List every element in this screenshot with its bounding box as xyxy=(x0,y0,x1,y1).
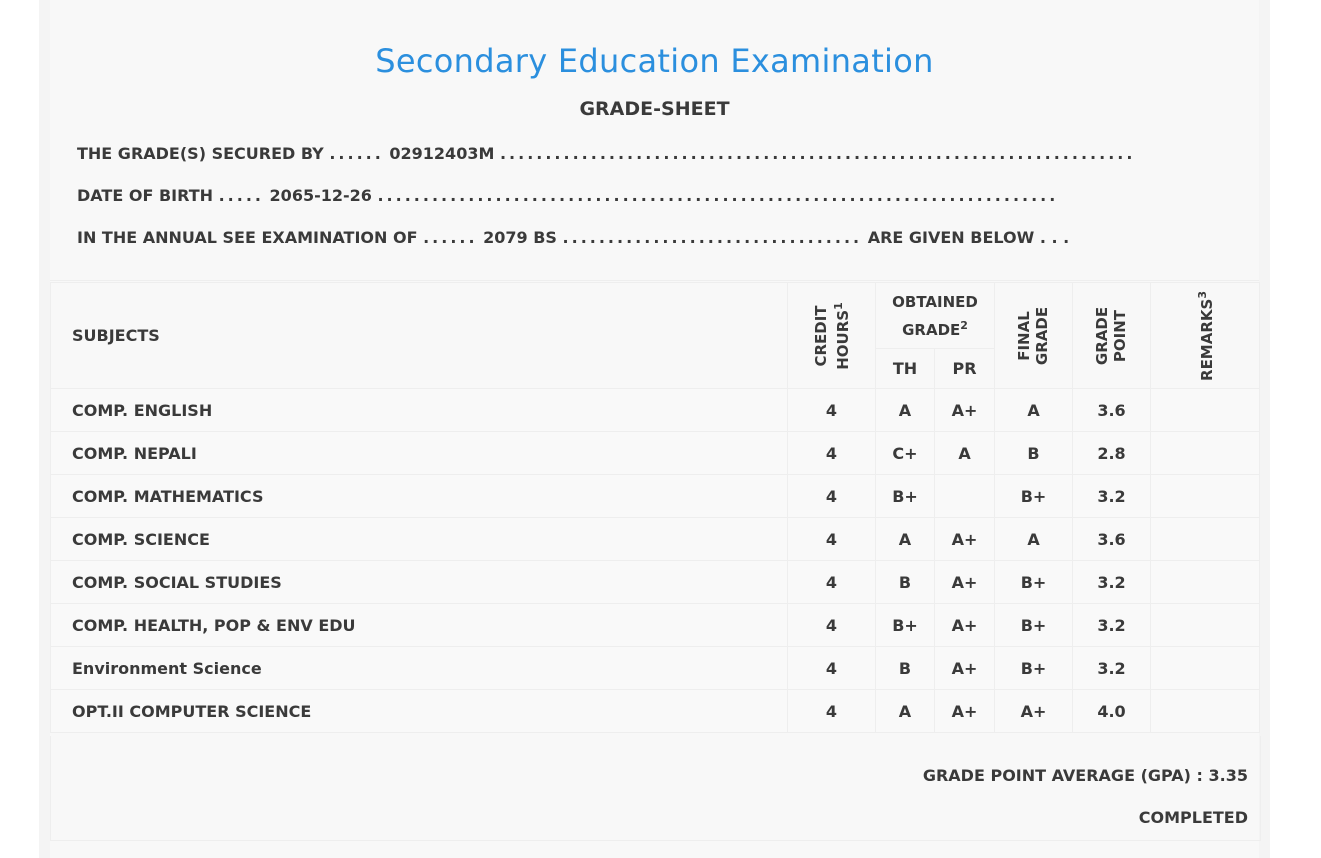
table-row xyxy=(51,389,1260,432)
grade-point: 3.6 xyxy=(1073,389,1151,432)
table-row xyxy=(51,690,1260,733)
remarks xyxy=(1151,604,1260,647)
credit-hours: 4 xyxy=(788,561,876,604)
final-grade: B+ xyxy=(995,604,1073,647)
grades-table xyxy=(50,282,1260,733)
theory-grade: B+ xyxy=(876,475,935,518)
header-pr: PR xyxy=(935,349,995,389)
credit-hours: 4 xyxy=(788,604,876,647)
credit-hours: 4 xyxy=(788,518,876,561)
dob-label: DATE OF BIRTH xyxy=(77,186,213,205)
exam-line: IN THE ANNUAL SEE EXAMINATION OF ...... 2079 BS ................................. ARE GIVEN BELOW . . . xyxy=(77,228,1070,247)
grade-point: 4.0 xyxy=(1073,690,1151,733)
final-grade: A xyxy=(995,389,1073,432)
table-row xyxy=(51,604,1260,647)
credit-hours: 4 xyxy=(788,389,876,432)
table-row xyxy=(51,561,1260,604)
grade-point: 3.6 xyxy=(1073,518,1151,561)
practical-grade: A+ xyxy=(935,561,995,604)
final-grade: B+ xyxy=(995,475,1073,518)
subject-name: COMP. NEPALI xyxy=(51,432,788,475)
remarks xyxy=(1151,561,1260,604)
secured-by-label: THE GRADE(S) SECURED BY xyxy=(77,144,324,163)
grade-point: 2.8 xyxy=(1073,432,1151,475)
subject-name: OPT.II COMPUTER SCIENCE xyxy=(51,690,788,733)
practical-grade: A+ xyxy=(935,604,995,647)
remarks xyxy=(1151,389,1260,432)
credit-hours: 4 xyxy=(788,432,876,475)
grade-point: 3.2 xyxy=(1073,475,1151,518)
theory-grade: A xyxy=(876,690,935,733)
remarks xyxy=(1151,690,1260,733)
header-subjects: SUBJECTS xyxy=(51,283,788,389)
subject-name: COMP. MATHEMATICS xyxy=(51,475,788,518)
symbol-number: 02912403M xyxy=(389,144,495,163)
practical-grade: A xyxy=(935,432,995,475)
theory-grade: A xyxy=(876,389,935,432)
theory-grade: B+ xyxy=(876,604,935,647)
page-title: Secondary Education Examination xyxy=(375,42,934,80)
subject-name: COMP. SOCIAL STUDIES xyxy=(51,561,788,604)
summary-section xyxy=(50,736,1261,841)
header-obtained-grade: OBTAINED GRADE$^2$ xyxy=(876,283,995,349)
exam-value: 2079 BS xyxy=(483,228,557,247)
theory-grade: A xyxy=(876,518,935,561)
subject-name: COMP. HEALTH, POP & ENV EDU xyxy=(51,604,788,647)
final-grade: A xyxy=(995,518,1073,561)
status-text: COMPLETED xyxy=(1138,808,1248,827)
remarks xyxy=(1151,518,1260,561)
secured-by-line: THE GRADE(S) SECURED BY ...... 02912403M ...................................................................... xyxy=(77,144,1136,163)
remarks xyxy=(1151,475,1260,518)
header-th: TH xyxy=(876,349,935,389)
practical-grade: A+ xyxy=(935,690,995,733)
final-grade: B+ xyxy=(995,561,1073,604)
table-row xyxy=(51,432,1260,475)
table-row xyxy=(51,647,1260,690)
page-subtitle: GRADE-SHEET xyxy=(579,98,730,120)
remarks xyxy=(1151,647,1260,690)
exam-suffix: ARE GIVEN BELOW . . . xyxy=(867,228,1070,247)
subject-name: COMP. ENGLISH xyxy=(51,389,788,432)
gpa-value: 3.35 xyxy=(1208,766,1248,785)
final-grade: B xyxy=(995,432,1073,475)
credit-hours: 4 xyxy=(788,690,876,733)
practical-grade: A+ xyxy=(935,518,995,561)
credit-hours: 4 xyxy=(788,647,876,690)
table-row xyxy=(51,518,1260,561)
practical-grade: A+ xyxy=(935,389,995,432)
gpa-label: GRADE POINT AVERAGE (GPA) : xyxy=(922,766,1203,785)
header-final-grade: FINAL GRADE xyxy=(995,283,1073,389)
theory-grade: B xyxy=(876,561,935,604)
grade-point: 3.2 xyxy=(1073,647,1151,690)
header-remarks: REMARKS$^3$ xyxy=(1151,283,1260,389)
final-grade: A+ xyxy=(995,690,1073,733)
exam-label: IN THE ANNUAL SEE EXAMINATION OF xyxy=(77,228,418,247)
subject-name: COMP. SCIENCE xyxy=(51,518,788,561)
dob-line: DATE OF BIRTH ..... 2065-12-26 ........................................................................... xyxy=(77,186,1059,205)
header-grade-point: GRADE POINT xyxy=(1073,283,1151,389)
theory-grade: C+ xyxy=(876,432,935,475)
remarks xyxy=(1151,432,1260,475)
practical-grade xyxy=(935,475,995,518)
theory-grade: B xyxy=(876,647,935,690)
header-credit-hours: CREDIT HOURS$^1$ xyxy=(788,283,876,389)
credit-hours: 4 xyxy=(788,475,876,518)
grade-sheet xyxy=(39,0,1270,858)
grade-point: 3.2 xyxy=(1073,604,1151,647)
grade-point: 3.2 xyxy=(1073,561,1151,604)
dob-value: 2065-12-26 xyxy=(269,186,372,205)
student-info xyxy=(50,130,1259,281)
table-row xyxy=(51,475,1260,518)
practical-grade: A+ xyxy=(935,647,995,690)
gpa-line xyxy=(923,766,1248,785)
final-grade: B+ xyxy=(995,647,1073,690)
grade-sheet-inner xyxy=(50,0,1259,858)
subject-name: Environment Science xyxy=(51,647,788,690)
